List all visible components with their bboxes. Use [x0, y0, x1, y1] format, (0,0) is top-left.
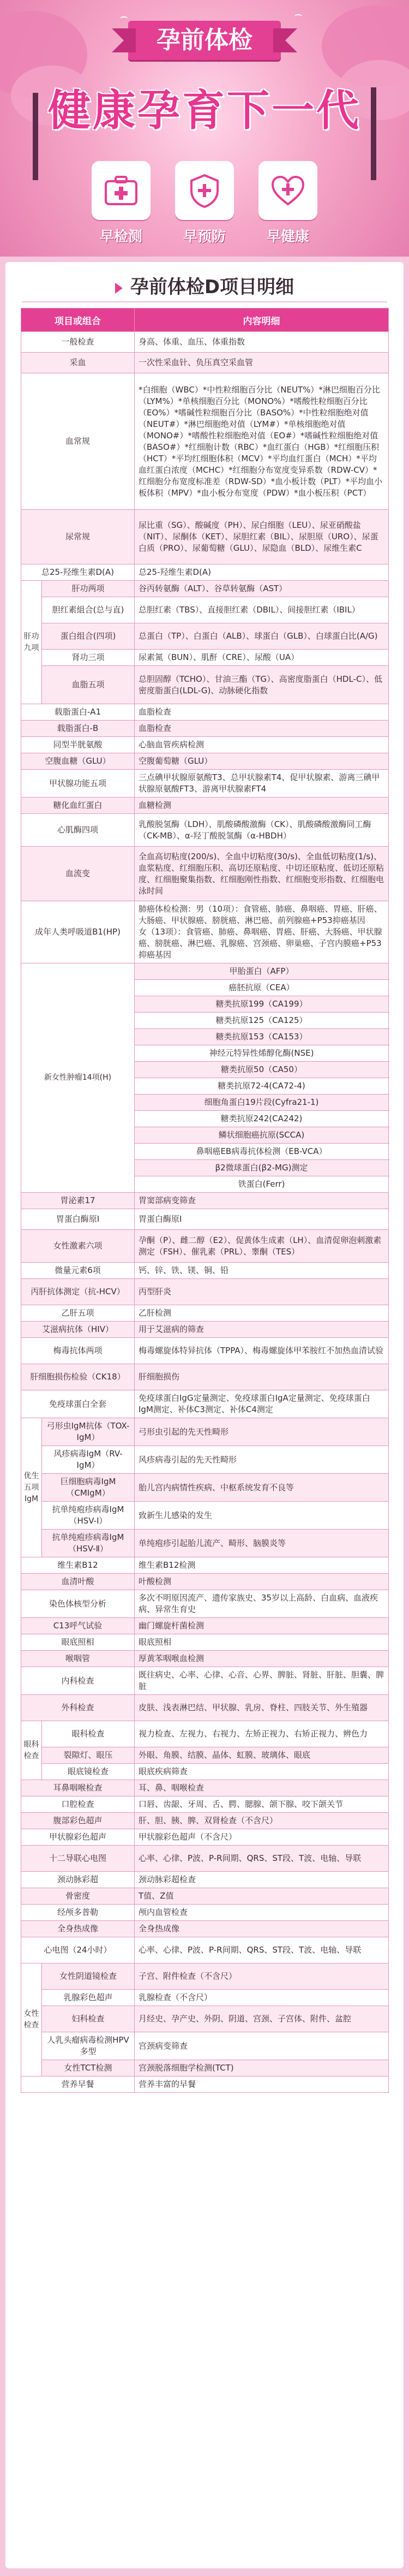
table-body — [21, 332, 389, 2093]
table-row — [21, 581, 389, 597]
hero-ribbon-label: 孕前体检 — [128, 21, 281, 60]
item-name-cell: 内科检查 — [21, 1667, 135, 1695]
detail-cell: 空腹葡萄糖（GLU） — [135, 753, 389, 770]
table-row — [21, 373, 389, 510]
table-row — [21, 1279, 389, 1305]
table-row — [21, 1590, 389, 1618]
item-name-cell: 蛋白组合(四项) — [42, 623, 135, 650]
exam-items-table — [21, 308, 389, 2093]
table-row — [21, 1846, 389, 1872]
detail-cell: 三点碘甲状腺原氨酸T3、总甲状腺素T4、促甲状腺素、游离三碘甲状腺原氨酸FT3、游离甲状腺素FT4 — [135, 770, 389, 798]
table-row — [21, 2032, 389, 2060]
item-name-cell: 空腹血糖（GLU） — [21, 753, 135, 770]
column-header-detail: 内容明细 — [135, 308, 389, 332]
table-row — [21, 1813, 389, 1829]
item-name-cell: 外科检查 — [21, 1695, 135, 1721]
item-name-cell: 肾功三项 — [42, 650, 135, 666]
detail-cell: 口唇、齿龈、牙周、舌、腭、腮腺、颌下腺、咬下颌关节 — [135, 1796, 389, 1813]
item-name-cell: 胆红素組合(总与直) — [42, 597, 135, 623]
column-header-item: 项目或组合 — [21, 308, 135, 332]
detail-cell: 维生素B12检测 — [135, 1557, 389, 1574]
table-row — [21, 1964, 389, 1990]
table-row — [21, 1390, 389, 1418]
item-name-cell: 腹部彩色超声 — [21, 1813, 135, 1829]
table-row — [21, 1651, 389, 1667]
table-row — [21, 353, 389, 373]
section-title-text: 孕前体检D项目明细 — [130, 276, 294, 298]
item-name-cell: 染色体核型分析 — [21, 1590, 135, 1618]
item-name-cell: 眼底照相 — [21, 1634, 135, 1651]
table-row — [21, 1418, 389, 1446]
table-row — [21, 597, 389, 623]
table-row — [21, 1502, 389, 1530]
item-name-cell: 尿常规 — [21, 510, 135, 564]
feature-card-prevent — [172, 161, 237, 246]
detail-cell: 糖类抗原242(CA242) — [135, 1111, 389, 1127]
table-row — [21, 1263, 389, 1279]
table-row — [21, 623, 389, 650]
detail-cell: 身高、体重、血压、体重指数 — [135, 332, 389, 353]
table-row — [21, 814, 389, 847]
detail-cell: 血脂检查 — [135, 721, 389, 737]
table-row — [21, 1530, 389, 1557]
table-row — [21, 1364, 389, 1390]
table-row — [21, 1230, 389, 1263]
table-row — [21, 1872, 389, 1888]
item-name-cell: 妇科检查 — [42, 2006, 135, 2032]
feature-label: 早预防 — [183, 229, 226, 245]
table-row — [21, 1446, 389, 1474]
detail-cell: 免疫球蛋白IgG定量测定、免疫球蛋白IgA定量测定、免疫球蛋白IgM测定、补体C3测定、补体C4测定 — [135, 1390, 389, 1418]
detail-cell: 总胆固醇（TCHO）、甘油三酯（TG）、高密度脂蛋白（HDL-C）、低密度脂蛋白(LDL-G)、动脉硬化指数 — [135, 666, 389, 704]
item-name-cell: 骨密度 — [21, 1888, 135, 1905]
table-row — [21, 1193, 389, 1209]
table-row — [21, 1990, 389, 2006]
table-row — [21, 901, 389, 963]
item-name-cell: 经颅多普勒 — [21, 1905, 135, 1921]
detail-cell: 厚黄苯咽喉血检测 — [135, 1651, 389, 1667]
detail-cell: 血糖检测 — [135, 798, 389, 814]
detail-cell: 子宫、附件检查（不含尺） — [135, 1964, 389, 1990]
detail-cell: 宫颈脱落细胞学检测(TCT) — [135, 2060, 389, 2077]
table-row — [21, 1905, 389, 1921]
table-row — [21, 847, 389, 901]
detail-cell: 总胆红素（TBS）、直接胆红素（DBIL）、间接胆红素（IBIL） — [135, 597, 389, 623]
table-row — [21, 753, 389, 770]
item-name-cell: 人乳头瘤病毒检测HPV多型 — [42, 2032, 135, 2060]
item-name-cell: 裂隙灯、眼压 — [42, 1747, 135, 1764]
table-row — [21, 1695, 389, 1721]
detail-cell: 单纯疱疹引起胎儿流产、畸形、脑膜炎等 — [135, 1530, 389, 1557]
item-name-cell: 乳腺彩色超声 — [42, 1990, 135, 2006]
item-name-cell: 眼科检查 — [42, 1721, 135, 1747]
item-name-cell: 十二导联心电图 — [21, 1846, 135, 1872]
table-row — [21, 704, 389, 721]
item-name-cell: 肝细胞损伤检验（CK18） — [21, 1364, 135, 1390]
detail-cell: 心率、心律、P波、P-R间期、QRS、ST段、T波、电轴、导联 — [135, 1846, 389, 1872]
detail-cell: 用于艾滋病的筛查 — [135, 1322, 389, 1338]
detail-cell: 胃蛋白酶原Ⅰ — [135, 1209, 389, 1230]
table-row — [21, 721, 389, 737]
item-name-cell: 肝功两项 — [42, 581, 135, 597]
detail-cell: 钙、锌、铁、镁、铜、铅 — [135, 1263, 389, 1279]
detail-cell: *白细胞（WBC）*中性粒细胞百分比（NEUT%）*淋巴细胞百分比（LYM%）*单核细胞百分比（MONO%）*嗜酸性粒细胞百分比（EO%）*嗜碱性粒细胞百分比（BASO%）*中性粒细胞绝对值（NEUT#）*淋巴细胞绝对值（LYM#）*单核细胞绝对值（MONO#）*嗜酸性粒细胞绝对值（EO#）*嗜碱性粒细胞绝对值（BASO#）*红细胞计数（RBC）*血红蛋白（HGB）*红细胞压积（HCT）*平均红细胞体积（MCV）*平均血红蛋白（MCH）*平均血红蛋白浓度（MCHC）*红细胞分布宽度变异系数（RDW-CV）*红细胞分布宽度标准差（RDW-SD）*血小板计数（PLT）*平均血小板体积（MPV）*血小板分布宽度（PDW）*血小板压积（PCT） — [135, 373, 389, 510]
detail-cell: 糖类抗原125（CA125） — [135, 1013, 389, 1029]
detail-cell: 乳腺检查（不含尺） — [135, 1990, 389, 2006]
table-row — [21, 1764, 389, 1780]
table-row — [21, 1829, 389, 1846]
bird-icon — [120, 16, 128, 21]
table-row — [21, 1921, 389, 1937]
detail-cell: 神经元特异性烯醇化酶(NSE) — [135, 1045, 389, 1062]
table-row — [21, 963, 389, 980]
table-row — [21, 1322, 389, 1338]
table-row — [21, 1305, 389, 1322]
table-row — [21, 798, 389, 814]
detail-cell: T值、Z值 — [135, 1888, 389, 1905]
item-name-cell: 女性TCT检测 — [42, 2060, 135, 2077]
item-name-cell: 抗单纯疱疹病毒IgM（HSV-Ⅱ） — [42, 1530, 135, 1557]
group-cell: 眼科检查 — [21, 1721, 42, 1780]
detail-cell: 肝细胞损伤 — [135, 1364, 389, 1390]
detail-cell: 心率、心律、P波、P-R间期、QRS、ST段、T波、电轴、导联 — [135, 1937, 389, 1964]
detail-cell: 月经史、孕产史、外阴、阴道、宫颈、子宫体、附件、盆腔 — [135, 2006, 389, 2032]
detail-cell: 颅内血管检查 — [135, 1905, 389, 1921]
detail-cell: 外眼、角膜、结膜、晶体、虹膜、玻璃体、眼底 — [135, 1747, 389, 1764]
detail-cell: 多次不明原因流产、遗传家族史、35岁以上高龄、白血病、血液疾病、异常生育史 — [135, 1590, 389, 1618]
item-name-cell: 血清叶酸 — [21, 1574, 135, 1590]
detail-cell: 眼底照相 — [135, 1634, 389, 1651]
table-row — [21, 1721, 389, 1747]
item-name-cell: 营养早餐 — [21, 2077, 135, 2093]
item-name-cell: 眼底镜检查 — [42, 1764, 135, 1780]
section-title — [5, 272, 404, 299]
medical-kit-icon — [104, 175, 139, 206]
detail-cell: 甲胎蛋白（AFP） — [135, 963, 389, 980]
item-name-cell: 一般检查 — [21, 332, 135, 353]
detail-cell: 眼底疾病筛查 — [135, 1764, 389, 1780]
detail-cell: 全血高切粘度(200/s)、全血中切粘度(30/s)、全血低切粘度(1/s)、血浆粘度、红细胞压积、高切还原粘度、中切还原粘度、低切还原粘度、红细胞聚集指数、红细胞刚性指数、红细胞变形指数、红细胞电泳时间 — [135, 847, 389, 901]
detail-cell: 谷丙转氨酶（ALT）、谷草转氨酶（AST） — [135, 581, 389, 597]
feature-label: 早检测 — [99, 229, 142, 245]
item-name-cell: 颈动脉彩超 — [21, 1872, 135, 1888]
detail-cell: 总蛋白（TP）、白蛋白（ALB）、球蛋白（GLB）、白球蛋白比(A/G) — [135, 623, 389, 650]
table-row — [21, 2060, 389, 2077]
detail-cell: 糖类抗原72-4(CA72-4) — [135, 1078, 389, 1094]
table-row — [21, 510, 389, 564]
detail-cell: 视力检查、左视力、右视力、左矫正视力、右矫正视力、辨色力 — [135, 1721, 389, 1747]
item-name-cell: 血脂五项 — [42, 666, 135, 704]
detail-cell: 全身热成像 — [135, 1921, 389, 1937]
item-name-cell: 载脂蛋白-A1 — [21, 704, 135, 721]
feature-card-health — [256, 161, 320, 246]
heart-cross-icon — [270, 175, 305, 206]
detail-cell: 一次性采血针、负压真空采血管 — [135, 353, 389, 373]
table-row — [21, 2077, 389, 2093]
item-name-cell: 女性阴道镜检查 — [42, 1964, 135, 1990]
item-name-cell: 乙肝五项 — [21, 1305, 135, 1322]
item-name-cell: 甲状腺功能五项 — [21, 770, 135, 798]
item-name-cell: 免疫球蛋白全套 — [21, 1390, 135, 1418]
table-row — [21, 1574, 389, 1590]
item-name-cell: 巨细胞病毒IgM（CMIgM） — [42, 1474, 135, 1502]
detail-cell: 糖类抗原153（CA153） — [135, 1029, 389, 1045]
item-name-cell: 采血 — [21, 353, 135, 373]
table-row — [21, 650, 389, 666]
detail-cell: 乳酸脱氢酶（LDH）、肌酸磷酸激酶（CK）、肌酸磷酸激酶同工酶（CK-MB）、α-羟丁酸脱氢酶（α-HBDH） — [135, 814, 389, 847]
hero-title: 健康孕育下一代 — [47, 86, 361, 135]
hero-banner — [0, 0, 409, 257]
item-name-cell: 血流变 — [21, 847, 135, 901]
item-name-cell: 女性激素六项 — [21, 1230, 135, 1263]
item-name-cell: 弓形虫IgM抗体（TOX-IgM） — [42, 1418, 135, 1446]
detail-cell: 肺癌体检检测：男（10项）：食管癌、肺癌、鼻咽癌、胃癌、肝癌、大肠癌、甲状腺癌、膀胱癌、淋巴癌、前列腺癌+P53抑癌基因 女（13项）：食管癌、肺癌、鼻咽癌、胃癌、肝癌、大肠癌、甲状腺癌、膀胱癌、淋巴癌、乳腺癌、宫颈癌、卵巢癌、子宫内膜癌+P53抑癌基因 — [135, 901, 389, 963]
table-row — [21, 1474, 389, 1502]
group-cell: 肝功九项 — [21, 581, 42, 704]
detail-cell: 风疹病毒引起的先天性畸形 — [135, 1446, 389, 1474]
item-name-cell: 甲状腺彩色超声 — [21, 1829, 135, 1846]
item-name-cell: 载脂蛋白-B — [21, 721, 135, 737]
detail-cell: 鼻咽癌EB病毒抗体检测（EB-VCA） — [135, 1144, 389, 1160]
detail-cell: 尿比重（SG）、酸碱度（PH）、尿白细胞（LEU）、尿亚硝酸盐（NIT）、尿酮体（KET）、尿胆红素（BIL）、尿胆原（URO）、尿蛋白质（PRO）、尿葡萄糖（GLU）、尿隐血（BLD）、尿维生素C — [135, 510, 389, 564]
group-cell: 新女性肿瘤14项(H) — [21, 963, 135, 1193]
shield-icon — [188, 173, 221, 208]
detail-cell: 甲状腺彩色超声（不含尺） — [135, 1829, 389, 1846]
item-name-cell: 艾滋病抗体（HIV） — [21, 1322, 135, 1338]
item-name-cell: 成年人类呼吸道B1(HP) — [21, 901, 135, 963]
table-row — [21, 1937, 389, 1964]
detail-cell: 孕酮（P）、雌二醇（E2）、促黄体生成素（LH）、血清促卵泡刺激素测定（FSH）、催乳素（PRL）、睾酮（TES） — [135, 1230, 389, 1263]
item-name-cell: 糖化血红蛋白 — [21, 798, 135, 814]
table-row — [21, 666, 389, 704]
feature-label: 早健康 — [266, 229, 309, 245]
detail-cell: 丙型肝炎 — [135, 1279, 389, 1305]
item-name-cell: 微量元素6项 — [21, 1263, 135, 1279]
page-footer — [0, 2568, 409, 2576]
item-name-cell: 心肌酶四项 — [21, 814, 135, 847]
detail-cell: 胎儿宫内病情性疾病、中枢系统发育不良等 — [135, 1474, 389, 1502]
table-row — [21, 564, 389, 581]
detail-cell: 胃窦部病变筛查 — [135, 1193, 389, 1209]
item-name-cell: 胃泌素17 — [21, 1193, 135, 1209]
detail-cell: 弓形虫引起的先天性畸形 — [135, 1418, 389, 1446]
feature-icons — [0, 161, 409, 254]
table-row — [21, 1338, 389, 1364]
detail-cell: 营养丰富的早餐 — [135, 2077, 389, 2093]
detail-cell: 梅毒螺旋体特异抗体（TPPA）、梅毒螺旋体甲苯胺红不加热血清试验 — [135, 1338, 389, 1364]
item-name-cell: 抗单纯疱疹病毒IgM（HSV-Ⅰ） — [42, 1502, 135, 1530]
table-row — [21, 1557, 389, 1574]
table-row — [21, 1780, 389, 1796]
detail-cell: 既往病史、心率、心律、心音、心界、脾脏、肾脏、肝脏、胆囊、脾脏 — [135, 1667, 389, 1695]
detail-cell: 乙肝检测 — [135, 1305, 389, 1322]
detail-cell: 肝、胆、胰、脾、双肾检查（不含尺） — [135, 1813, 389, 1829]
detail-panel — [5, 262, 404, 2568]
group-cell: 女性检查 — [21, 1964, 42, 2077]
table-row — [21, 1618, 389, 1634]
table-row — [21, 1667, 389, 1695]
detail-cell: 铁蛋白(Ferr) — [135, 1176, 389, 1193]
detail-cell: 耳、鼻、咽喉检查 — [135, 1780, 389, 1796]
detail-cell: 幽门螺旋杆菌检测 — [135, 1618, 389, 1634]
detail-cell: 宫颈病变筛查 — [135, 2032, 389, 2060]
table-row — [21, 1209, 389, 1230]
table-row — [21, 1634, 389, 1651]
detail-cell: 总25-羟维生素D(A) — [135, 564, 389, 581]
table-row — [21, 770, 389, 798]
feature-card-detect — [89, 161, 153, 246]
detail-cell: 血脂检查 — [135, 704, 389, 721]
table-row — [21, 1747, 389, 1764]
bird-icon — [294, 14, 302, 19]
table-row — [21, 1796, 389, 1813]
item-name-cell: 血常规 — [21, 373, 135, 510]
detail-cell: 皮肤、浅表淋巴结、甲状腺、乳房、脊柱、四肢关节、外生殖器 — [135, 1695, 389, 1721]
table-row — [21, 2006, 389, 2032]
table-row — [21, 1888, 389, 1905]
divider — [22, 301, 387, 302]
table-row — [21, 332, 389, 353]
item-name-cell: 丙肝抗体测定（抗-HCV） — [21, 1279, 135, 1305]
detail-cell: β2微球蛋白(β2-MG)测定 — [135, 1160, 389, 1176]
item-name-cell: 心电图（24小时） — [21, 1937, 135, 1964]
detail-cell: 叶酸检测 — [135, 1574, 389, 1590]
detail-cell: 心脑血管疾病检测 — [135, 737, 389, 753]
item-name-cell: 同型半胱氨酸 — [21, 737, 135, 753]
item-name-cell: 风疹病毒IgM（RV-IgM） — [42, 1446, 135, 1474]
detail-cell: 尿素氮（BUN）、肌酐（CRE）、尿酸（UA） — [135, 650, 389, 666]
triangle-icon — [115, 283, 123, 294]
detail-cell: 糖类抗原50（CA50） — [135, 1062, 389, 1078]
item-name-cell: 总25-羟维生素D(A) — [21, 564, 135, 581]
item-name-cell: 耳鼻咽喉检查 — [21, 1780, 135, 1796]
detail-cell: 鳞状细胞癌抗原(SCCA) — [135, 1127, 389, 1144]
table-header-row — [21, 308, 389, 332]
item-name-cell: 口腔检查 — [21, 1796, 135, 1813]
item-name-cell: 胃蛋白酶原Ⅰ — [21, 1209, 135, 1230]
item-name-cell: 梅毒抗体两项 — [21, 1338, 135, 1364]
detail-cell: 糖类抗原199（CA199） — [135, 996, 389, 1013]
item-name-cell: 喉咽管 — [21, 1651, 135, 1667]
table-row — [21, 737, 389, 753]
item-name-cell: 维生素B12 — [21, 1557, 135, 1574]
item-name-cell: 全身热成像 — [21, 1921, 135, 1937]
detail-cell: 颈动脉彩超检查 — [135, 1872, 389, 1888]
detail-cell: 细胞角蛋白19片段(Cyfra21-1) — [135, 1094, 389, 1111]
detail-cell: 癌胚抗原（CEA） — [135, 980, 389, 996]
detail-cell: 致新生儿感染的发生 — [135, 1502, 389, 1530]
item-name-cell: C13呼气试验 — [21, 1618, 135, 1634]
group-cell: 优生五项IgM — [21, 1418, 42, 1557]
